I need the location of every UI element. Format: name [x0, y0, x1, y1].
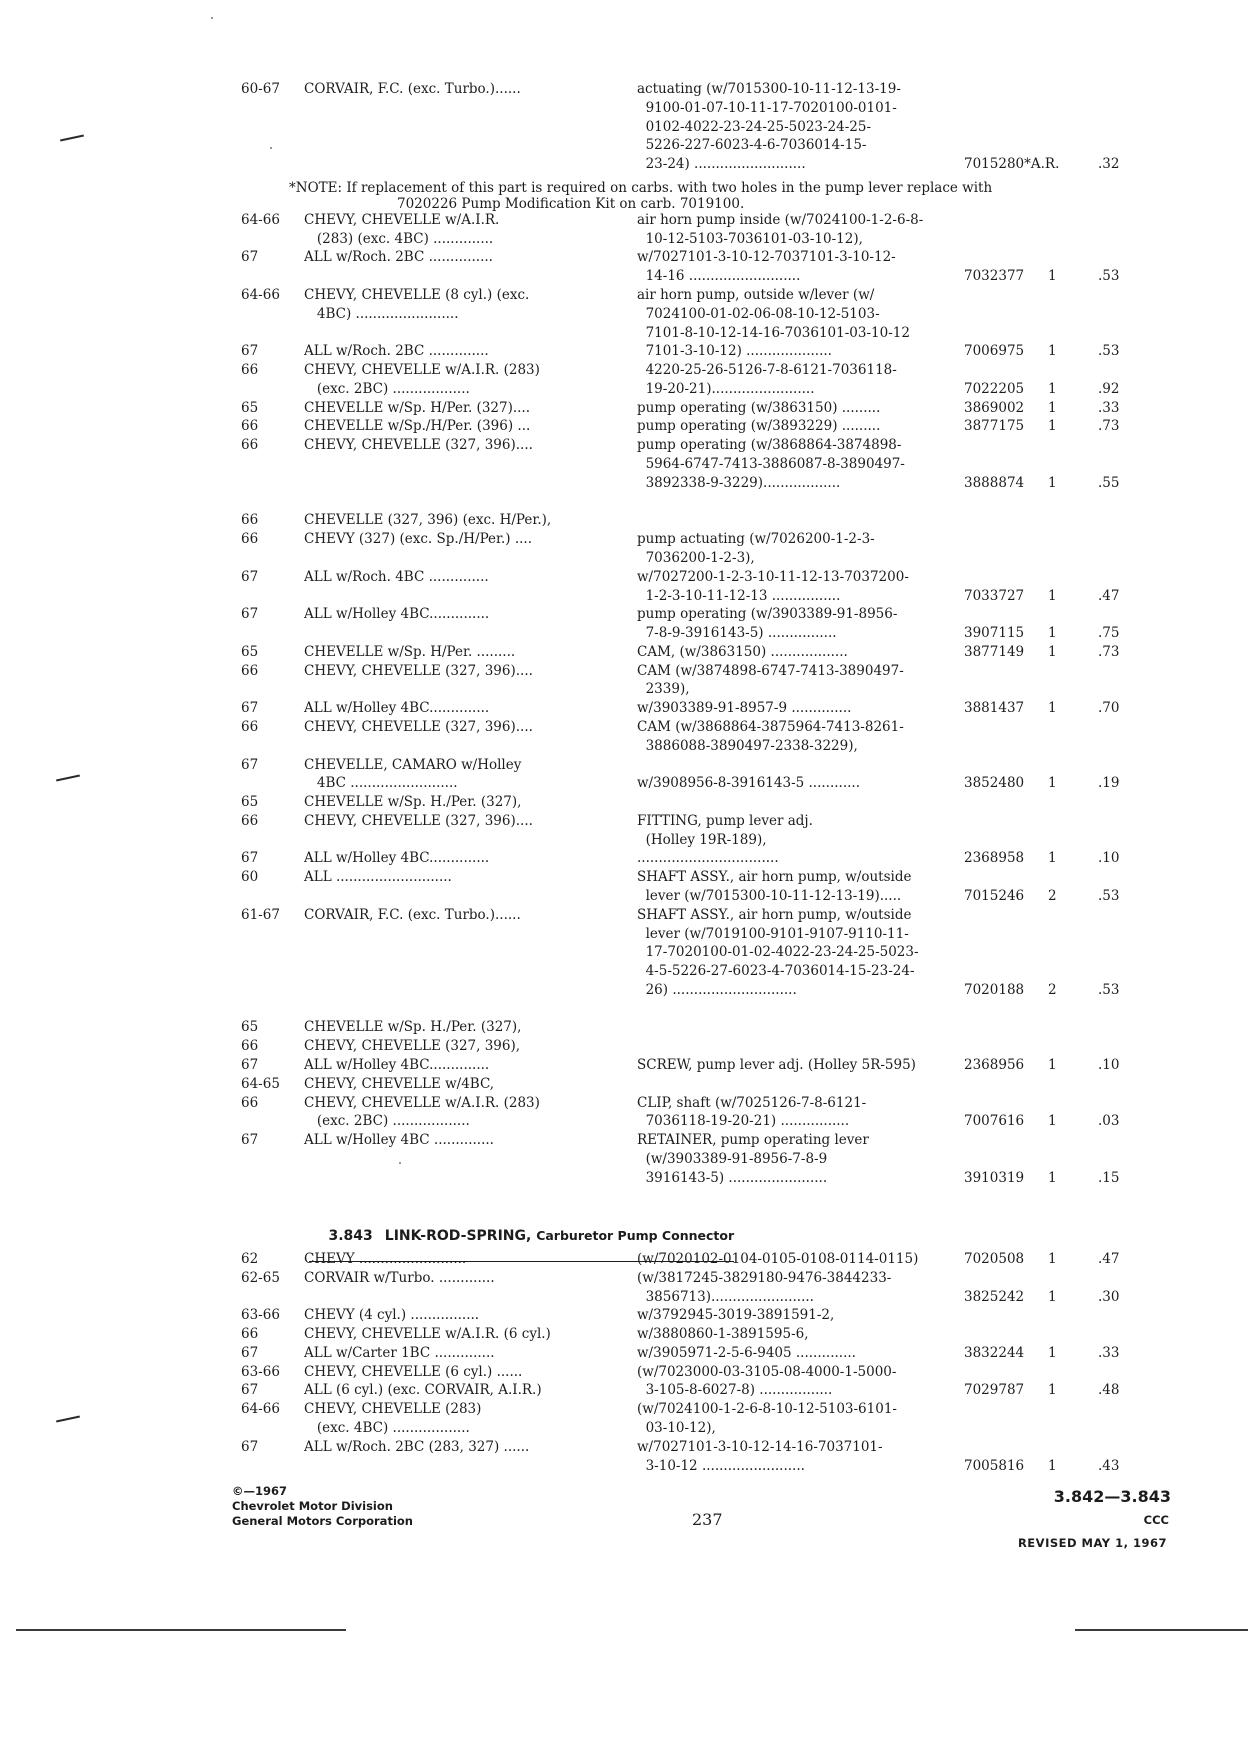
year-cell: 65 — [241, 643, 259, 660]
year-cell: 67 — [241, 1438, 259, 1455]
parts-row — [0, 1001, 1248, 1018]
model-cell: ALL w/Holley 4BC.............. — [304, 606, 490, 623]
year-cell: 66 — [241, 1038, 259, 1055]
year-cell: 67 — [241, 343, 259, 360]
quantity-cell: 1 — [1048, 1344, 1057, 1361]
parts-row — [0, 1364, 1248, 1381]
quantity-cell: 1 — [1048, 343, 1057, 360]
model-cell: ALL w/Holley 4BC.............. — [304, 700, 490, 717]
description-cell: 3856713)........................ — [637, 1288, 814, 1305]
parts-row — [0, 681, 1248, 698]
price-cell: .33 — [1098, 1344, 1120, 1361]
description-cell: 14-16 .......................... — [637, 268, 801, 285]
part-number-cell: 3877149 — [964, 643, 1025, 660]
description-cell: 3916143-5) ....................... — [637, 1169, 828, 1186]
quantity-cell: 1 — [1048, 1113, 1057, 1130]
parts-row — [0, 757, 1248, 774]
description-cell: w/7027101-3-10-12-14-16-7037101- — [637, 1438, 883, 1455]
price-cell: .33 — [1098, 399, 1120, 416]
price-cell: .47 — [1098, 1251, 1120, 1267]
parts-row — [0, 531, 1248, 548]
part-number-cell: 3832244 — [964, 1344, 1025, 1361]
model-cell: CHEVELLE w/Sp. H/Per. (327).... — [304, 399, 531, 416]
description-cell: w/3880860-1-3891595-6, — [637, 1326, 809, 1343]
parts-row — [0, 1095, 1248, 1112]
description-cell: FITTING, pump lever adj. — [637, 812, 813, 829]
price-cell: .70 — [1098, 700, 1120, 717]
year-cell: 66 — [241, 1326, 259, 1343]
quantity-cell: 1 — [1048, 850, 1057, 867]
description-cell: 7-8-9-3916143-5) ................ — [637, 625, 837, 642]
model-cell: ALL (6 cyl.) (exc. CORVAIR, A.I.R.) — [304, 1382, 542, 1399]
quantity-cell: 2 — [1048, 887, 1057, 904]
part-number-cell: 7020188 — [964, 981, 1025, 998]
parts-row — [0, 1170, 1248, 1187]
parts-row — [0, 1345, 1248, 1362]
parts-row — [0, 325, 1248, 342]
model-cell: 4BC) ........................ — [304, 305, 459, 322]
quantity-cell: 1 — [1048, 700, 1057, 717]
model-cell: CHEVY, CHEVELLE (327, 396).... — [304, 718, 533, 735]
scan-rule-right — [1075, 1629, 1248, 1631]
model-cell: CHEVY, CHEVELLE w/A.I.R. (283) — [304, 362, 540, 379]
parts-row — [0, 1382, 1248, 1399]
parts-row — [0, 625, 1248, 642]
publisher-block — [232, 1484, 413, 1529]
description-cell: air horn pump inside (w/7024100-1-2-6-8- — [637, 211, 924, 228]
price-cell: .55 — [1098, 474, 1120, 491]
year-cell: 67 — [241, 1132, 259, 1149]
parts-row — [0, 381, 1248, 398]
page-number: 237 — [692, 1510, 723, 1529]
year-cell: 64-65 — [241, 1075, 280, 1092]
description-cell: lever (w/7015300-10-11-12-13-19)..... — [637, 887, 902, 904]
description-cell: CAM (w/3874898-6747-7413-3890497- — [637, 662, 904, 679]
description-cell: pump actuating (w/7026200-1-2-3- — [637, 531, 875, 548]
parts-row — [0, 1151, 1248, 1168]
parts-row — [0, 1132, 1248, 1149]
parts-row — [0, 1113, 1248, 1130]
model-cell: CHEVY, CHEVELLE (327, 396).... — [304, 437, 533, 454]
parts-row — [0, 249, 1248, 266]
description-cell: 7101-3-10-12) .................... — [637, 343, 832, 360]
model-cell: CHEVY, CHEVELLE (327, 396).... — [304, 812, 533, 829]
parts-row — [0, 926, 1248, 943]
year-cell: 64-66 — [241, 287, 280, 304]
year-cell: 61-67 — [241, 906, 280, 923]
price-cell: .32 — [1098, 156, 1120, 173]
parts-row — [0, 794, 1248, 811]
parts-row — [0, 738, 1248, 755]
parts-row — [0, 1307, 1248, 1324]
part-number-cell: 2368956 — [964, 1057, 1025, 1073]
description-cell: (w/7020102-0104-0105-0108-0114-0115) — [637, 1251, 919, 1267]
description-cell: SCREW, pump lever adj. (Holley 5R-595) — [637, 1057, 916, 1073]
description-cell: pump operating (w/3903389-91-8956- — [637, 606, 898, 623]
year-cell: 67 — [241, 850, 259, 867]
parts-row — [0, 1420, 1248, 1437]
price-cell: .15 — [1098, 1169, 1120, 1186]
year-cell: 67 — [241, 568, 259, 585]
part-number-cell: 2368958 — [964, 850, 1025, 867]
parts-row — [0, 494, 1248, 511]
year-cell: 66 — [241, 718, 259, 735]
parts-row — [0, 606, 1248, 623]
parts-row — [0, 663, 1248, 680]
description-cell: 0102-4022-23-24-25-5023-24-25- — [637, 118, 872, 135]
description-cell: 4-5-5226-27-6023-4-7036014-15-23-24- — [637, 963, 915, 980]
parts-row — [0, 119, 1248, 136]
parts-row — [0, 306, 1248, 323]
scan-speck — [211, 17, 213, 19]
parts-row — [0, 362, 1248, 379]
model-cell: CHEVY, CHEVELLE (283) — [304, 1401, 482, 1418]
quantity-cell: 1 — [1048, 775, 1057, 792]
model-cell: CHEVY (4 cyl.) ................ — [304, 1307, 480, 1324]
scan-rule-left — [16, 1629, 346, 1631]
description-cell: 03-10-12), — [637, 1420, 716, 1437]
section-subtitle: Carburetor Pump Connector — [536, 1228, 735, 1243]
model-cell: CHEVY, CHEVELLE (327, 396), — [304, 1038, 521, 1055]
year-cell: 64-66 — [241, 211, 280, 228]
description-cell: CLIP, shaft (w/7025126-7-8-6121- — [637, 1094, 867, 1111]
parts-row — [0, 100, 1248, 117]
model-cell: CHEVELLE w/Sp. H./Per. (327), — [304, 1019, 522, 1036]
parts-row — [0, 400, 1248, 417]
quantity-cell: 1 — [1048, 587, 1057, 604]
parts-row — [0, 888, 1248, 905]
model-cell: (exc. 4BC) .................. — [304, 1420, 470, 1437]
price-cell: .03 — [1098, 1113, 1120, 1130]
model-cell: CHEVELLE w/Sp./H/Per. (396) ... — [304, 418, 531, 435]
year-cell: 65 — [241, 1019, 259, 1036]
year-cell: 66 — [241, 418, 259, 435]
price-cell: .53 — [1098, 981, 1120, 998]
price-cell: .73 — [1098, 418, 1120, 435]
quantity-cell: 2 — [1048, 981, 1057, 998]
year-cell: 66 — [241, 512, 259, 529]
price-cell: .48 — [1098, 1382, 1120, 1399]
year-cell: 67 — [241, 1057, 259, 1073]
parts-row — [0, 775, 1248, 792]
parts-row — [0, 418, 1248, 435]
description-cell: 4220-25-26-5126-7-8-6121-7036118- — [637, 362, 897, 379]
parts-row — [0, 813, 1248, 830]
price-cell: .47 — [1098, 587, 1120, 604]
year-cell: 67 — [241, 606, 259, 623]
description-cell: 3-10-12 ........................ — [637, 1457, 805, 1474]
parts-row — [0, 1289, 1248, 1306]
description-cell: pump operating (w/3863150) ......... — [637, 399, 881, 416]
price-cell: .30 — [1098, 1288, 1120, 1305]
price-cell: .53 — [1098, 268, 1120, 285]
parts-row — [0, 1270, 1248, 1287]
parts-row — [0, 1401, 1248, 1418]
description-cell: (w/7024100-1-2-6-8-10-12-5103-6101- — [637, 1401, 897, 1418]
parts-row — [0, 982, 1248, 999]
model-cell: CHEVY, CHEVELLE w/A.I.R. — [304, 211, 500, 228]
model-cell: ALL w/Holley 4BC.............. — [304, 1057, 490, 1073]
part-number-cell: 3881437 — [964, 700, 1025, 717]
parts-row — [0, 456, 1248, 473]
part-number-cell: 3869002 — [964, 399, 1025, 416]
model-cell: ALL w/Holley 4BC.............. — [304, 850, 490, 867]
model-cell: CHEVY, CHEVELLE w/A.I.R. (283) — [304, 1094, 540, 1111]
model-cell: CHEVY (327) (exc. Sp./H/Per.) .... — [304, 531, 533, 548]
section-title: LINK-ROD-SPRING, — [384, 1228, 532, 1244]
model-cell: ALL w/Roch. 2BC (283, 327) ...... — [304, 1438, 530, 1455]
year-cell: 60-67 — [241, 81, 280, 97]
parts-row — [0, 832, 1248, 849]
parts-row — [0, 137, 1248, 154]
description-cell: (Holley 19R-189), — [637, 831, 767, 848]
part-number-cell: 3907115 — [964, 625, 1025, 642]
quantity-cell: 1 — [1048, 268, 1057, 285]
model-cell: (exc. 2BC) .................. — [304, 380, 470, 397]
year-cell: 63-66 — [241, 1363, 280, 1380]
model-cell: ALL w/Roch. 2BC ............... — [304, 249, 493, 266]
model-cell: CORVAIR w/Turbo. ............. — [304, 1269, 495, 1286]
parts-row — [0, 343, 1248, 360]
parts-row — [0, 212, 1248, 229]
description-cell: w/3908956-8-3916143-5 ............ — [637, 775, 861, 792]
year-cell: 66 — [241, 1094, 259, 1111]
price-cell: .75 — [1098, 625, 1120, 642]
price-cell: .19 — [1098, 775, 1120, 792]
model-cell: ALL w/Roch. 2BC .............. — [304, 343, 489, 360]
copyright: ©—1967 — [232, 1484, 288, 1498]
year-cell: 67 — [241, 756, 259, 773]
model-cell: (exc. 2BC) .................. — [304, 1113, 470, 1130]
part-number-cell: 3825242 — [964, 1288, 1025, 1305]
quantity-cell: 1 — [1048, 1382, 1057, 1399]
parts-row — [0, 1439, 1248, 1456]
year-cell: 66 — [241, 531, 259, 548]
model-cell: CHEVY, CHEVELLE (8 cyl.) (exc. — [304, 287, 530, 304]
description-cell: 7024100-01-02-06-08-10-12-5103- — [637, 305, 880, 322]
model-cell: CHEVY, CHEVELLE (6 cyl.) ...... — [304, 1363, 523, 1380]
description-cell: SHAFT ASSY., air horn pump, w/outside — [637, 906, 912, 923]
price-cell: .92 — [1098, 380, 1120, 397]
price-cell: .53 — [1098, 887, 1120, 904]
description-cell: 3886088-3890497-2338-3229), — [637, 737, 858, 754]
description-cell: 5226-227-6023-4-6-7036014-15- — [637, 137, 867, 154]
part-number-cell: 7005816 — [964, 1457, 1025, 1474]
year-cell: 60 — [241, 869, 259, 886]
description-cell: 7036200-1-2-3), — [637, 549, 755, 566]
quantity-cell: 1 — [1048, 474, 1057, 491]
year-cell: 63-66 — [241, 1307, 280, 1324]
model-cell: CHEVELLE (327, 396) (exc. H/Per.), — [304, 512, 552, 529]
year-cell: 62-65 — [241, 1269, 280, 1286]
description-cell: CAM, (w/3863150) .................. — [637, 643, 848, 660]
parts-row — [0, 1038, 1248, 1055]
description-cell: (w/7023000-03-3105-08-4000-1-5000- — [637, 1363, 897, 1380]
part-number-cell: 7015246 — [964, 887, 1025, 904]
section-range: 3.842—3.843 — [1053, 1487, 1171, 1506]
parts-row — [0, 550, 1248, 567]
model-cell: CORVAIR, F.C. (exc. Turbo.)...... — [304, 81, 521, 97]
model-cell: 4BC ......................... — [304, 775, 458, 792]
description-cell: ................................. — [637, 850, 779, 867]
quantity-cell: 1 — [1048, 1251, 1057, 1267]
parts-row — [0, 588, 1248, 605]
model-cell: CORVAIR, F.C. (exc. Turbo.)...... — [304, 906, 521, 923]
parts-row — [0, 719, 1248, 736]
description-cell: 19-20-21)........................ — [637, 380, 815, 397]
description-cell: lever (w/7019100-9101-9107-9110-11- — [637, 925, 909, 942]
year-cell: 66 — [241, 362, 259, 379]
model-cell: CHEVELLE w/Sp. H./Per. (327), — [304, 794, 522, 811]
quantity-cell: 1 — [1048, 1169, 1057, 1186]
description-cell: 10-12-5103-7036101-03-10-12), — [637, 230, 863, 247]
note-line-2: 7020226 Pump Modification Kit on carb. 7019100. — [397, 196, 745, 212]
note-line-1: *NOTE: If replacement of this part is required on carbs. with two holes in the pump lever replace with — [289, 180, 993, 196]
quantity-cell: 1 — [1048, 1057, 1057, 1073]
parts-row — [0, 475, 1248, 492]
year-cell: 66 — [241, 812, 259, 829]
parts-row — [0, 268, 1248, 285]
year-cell: 65 — [241, 794, 259, 811]
year-cell: 62 — [241, 1251, 259, 1267]
price-cell: .10 — [1098, 850, 1120, 867]
part-number-cell: 3877175 — [964, 418, 1025, 435]
parts-row — [0, 512, 1248, 529]
part-number-cell: 3910319 — [964, 1169, 1025, 1186]
price-cell: .10 — [1098, 1057, 1120, 1073]
parts-row — [0, 287, 1248, 304]
year-cell: 66 — [241, 437, 259, 454]
year-cell: 67 — [241, 249, 259, 266]
description-cell: 5964-6747-7413-3886087-8-3890497- — [637, 456, 905, 473]
price-cell: .43 — [1098, 1457, 1120, 1474]
corporation-name: General Motors Corporation — [232, 1514, 413, 1528]
year-cell: 64-66 — [241, 1401, 280, 1418]
part-number-cell: 3888874 — [964, 474, 1025, 491]
description-cell: air horn pump, outside w/lever (w/ — [637, 287, 875, 304]
part-number-cell: 7006975 — [964, 343, 1025, 360]
parts-row — [0, 569, 1248, 586]
model-cell: ALL w/Roch. 4BC .............. — [304, 568, 489, 585]
description-cell: pump operating (w/3868864-3874898- — [637, 437, 902, 454]
parts-row — [0, 1458, 1248, 1475]
quantity-cell: 1 — [1048, 399, 1057, 416]
parts-row — [0, 1251, 1248, 1268]
parts-row — [0, 437, 1248, 454]
quantity-cell: 1 — [1048, 1288, 1057, 1305]
quantity-cell: 1 — [1048, 418, 1057, 435]
parts-row — [0, 869, 1248, 886]
year-cell: 67 — [241, 1382, 259, 1399]
description-cell: RETAINER, pump operating lever — [637, 1132, 869, 1149]
part-number-cell: 7015280*A.R. — [964, 156, 1060, 173]
parts-row — [0, 1076, 1248, 1093]
model-cell: CHEVY, CHEVELLE (327, 396).... — [304, 662, 533, 679]
parts-row — [0, 700, 1248, 717]
part-number-cell: 7029787 — [964, 1382, 1025, 1399]
price-cell: .73 — [1098, 643, 1120, 660]
parts-row — [0, 1057, 1248, 1074]
parts-row — [0, 1019, 1248, 1036]
description-cell: w/3905971-2-5-6-9405 .............. — [637, 1344, 856, 1361]
parts-row — [0, 81, 1248, 98]
revision-date: REVISED MAY 1, 1967 — [1017, 1536, 1167, 1550]
parts-row — [0, 944, 1248, 961]
quantity-cell: 1 — [1048, 1457, 1057, 1474]
model-cell: CHEVELLE, CAMARO w/Holley — [304, 756, 522, 773]
parts-row — [0, 963, 1248, 980]
model-cell: CHEVY, CHEVELLE w/A.I.R. (6 cyl.) — [304, 1326, 551, 1343]
model-cell: ALL w/Carter 1BC .............. — [304, 1344, 495, 1361]
part-number-cell: 3852480 — [964, 775, 1025, 792]
description-cell: w/7027101-3-10-12-7037101-3-10-12- — [637, 249, 896, 266]
part-number-cell: 7007616 — [964, 1113, 1025, 1130]
description-cell: 26) ............................. — [637, 981, 797, 998]
quantity-cell: 1 — [1048, 625, 1057, 642]
description-cell: (w/3903389-91-8956-7-8-9 — [637, 1150, 828, 1167]
parts-row — [0, 907, 1248, 924]
model-cell: ALL ........................... — [304, 869, 452, 886]
description-cell: w/3792945-3019-3891591-2, — [637, 1307, 835, 1324]
description-cell: 23-24) .......................... — [637, 156, 806, 173]
price-cell: .53 — [1098, 343, 1120, 360]
parts-row — [0, 644, 1248, 661]
description-cell: (w/3817245-3829180-9476-3844233- — [637, 1269, 892, 1286]
parts-row — [0, 850, 1248, 867]
year-cell: 67 — [241, 700, 259, 717]
description-cell: 7101-8-10-12-14-16-7036101-03-10-12 — [637, 324, 910, 341]
model-cell: CHEVY, CHEVELLE w/4BC, — [304, 1075, 495, 1092]
part-number-cell: 7020508 — [964, 1251, 1025, 1267]
description-cell: 3892338-9-3229).................. — [637, 474, 841, 491]
description-cell: w/3903389-91-8957-9 .............. — [637, 700, 852, 717]
parts-row — [0, 156, 1248, 173]
section-number: 3.843 — [328, 1228, 373, 1244]
division-name: Chevrolet Motor Division — [232, 1499, 393, 1513]
description-cell: 9100-01-07-10-11-17-7020100-0101- — [637, 99, 897, 116]
quantity-cell: 1 — [1048, 380, 1057, 397]
description-cell: SHAFT ASSY., air horn pump, w/outside — [637, 869, 912, 886]
description-cell: 2339), — [637, 681, 690, 698]
part-number-cell: 7033727 — [964, 587, 1025, 604]
year-cell: 66 — [241, 662, 259, 679]
quantity-cell: 1 — [1048, 643, 1057, 660]
description-cell: actuating (w/7015300-10-11-12-13-19- — [637, 81, 901, 97]
description-cell: pump operating (w/3893229) ......... — [637, 418, 881, 435]
model-cell: CHEVELLE w/Sp. H/Per. ......... — [304, 643, 516, 660]
description-cell: w/7027200-1-2-3-10-11-12-13-7037200- — [637, 568, 909, 585]
model-cell: (283) (exc. 4BC) .............. — [304, 230, 494, 247]
description-cell: 1-2-3-10-11-12-13 ................ — [637, 587, 841, 604]
catalog-code: CCC — [1143, 1513, 1169, 1527]
part-number-cell: 7032377 — [964, 268, 1025, 285]
model-cell: ALL w/Holley 4BC .............. — [304, 1132, 494, 1149]
part-number-cell: 7022205 — [964, 380, 1025, 397]
year-cell: 67 — [241, 1344, 259, 1361]
description-cell: 7036118-19-20-21) ................ — [637, 1113, 850, 1130]
description-cell: CAM (w/3868864-3875964-7413-8261- — [637, 718, 904, 735]
parts-row — [0, 1326, 1248, 1343]
description-cell: 17-7020100-01-02-4022-23-24-25-5023- — [637, 944, 919, 961]
parts-row — [0, 231, 1248, 248]
description-cell: 3-105-8-6027-8) ................. — [637, 1382, 833, 1399]
model-cell: CHEVY ......................... — [304, 1251, 467, 1267]
year-cell: 65 — [241, 399, 259, 416]
